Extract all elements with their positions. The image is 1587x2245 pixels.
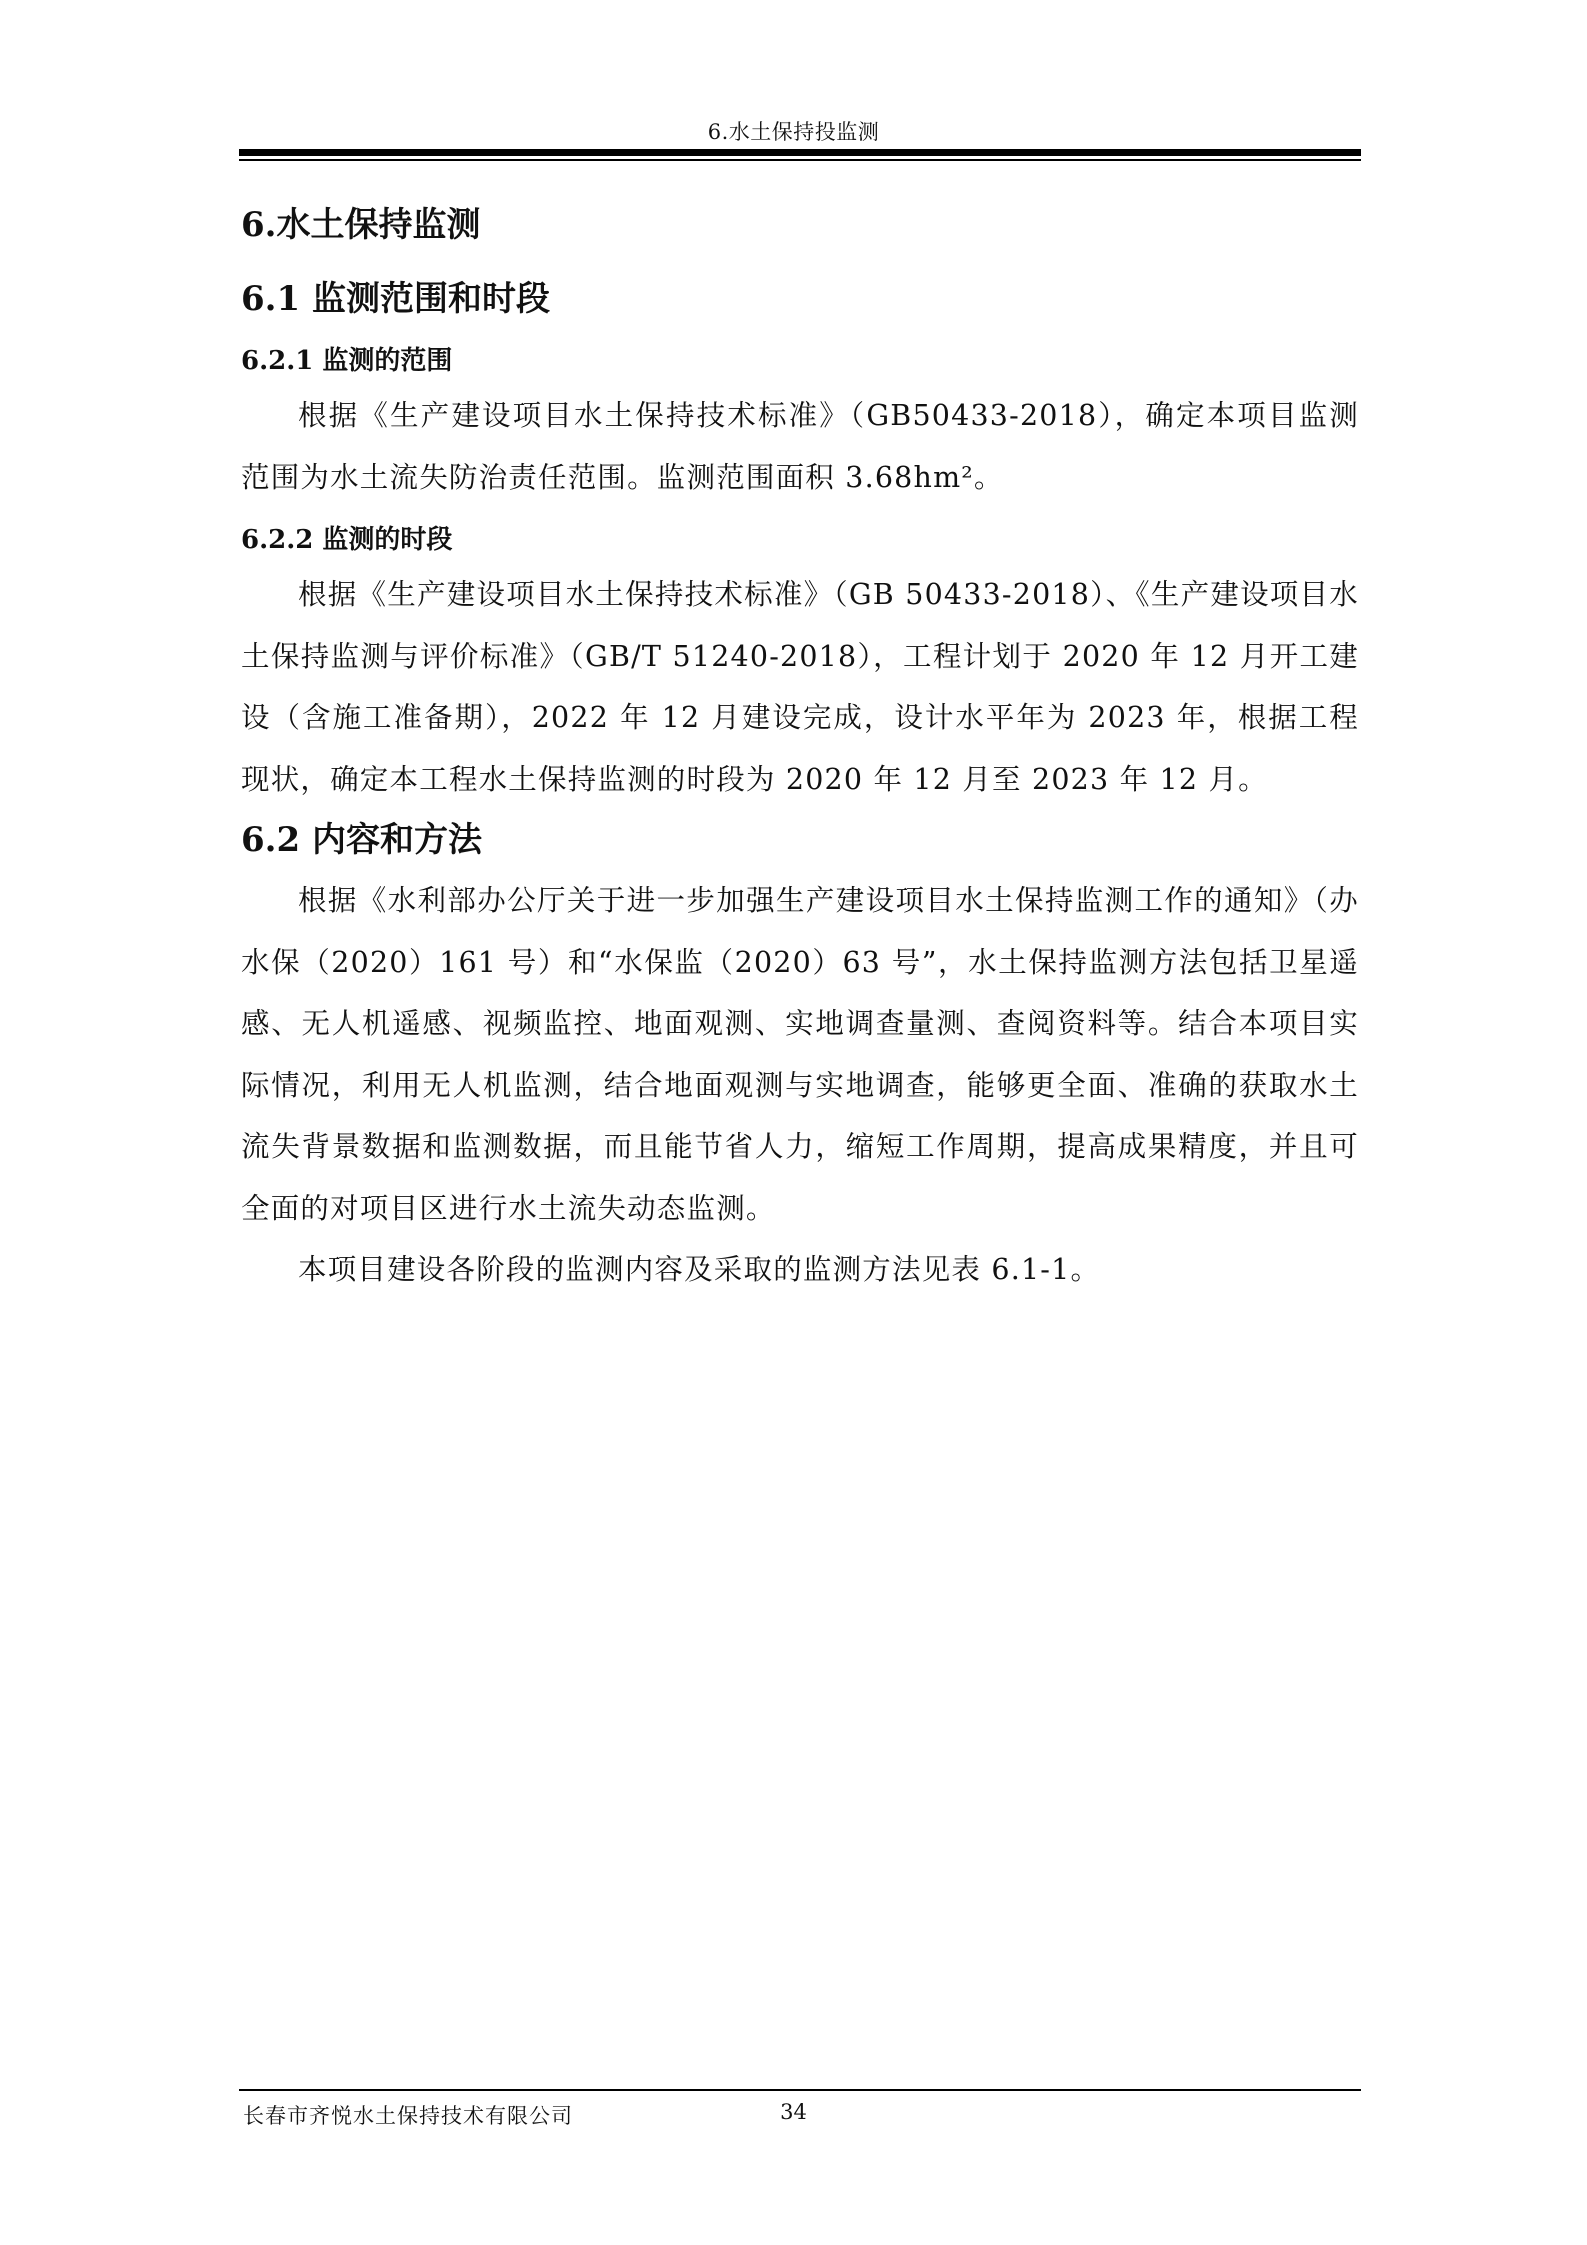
section-title-6-1: 6.1 监测范围和时段: [241, 279, 550, 319]
paragraph-methods: 根据《水利部办公厅关于进一步加强生产建设项目水土保持监测工作的通知》（办水保（2020）161 号）和“水保监（2020）63 号”，水土保持监测方法包括卫星遥感、无人机遥感、视频监控、地面观测、实地调查量测、查阅资料等。结合本项目实际情况，利用无人机监测，结合地面观测与实地调查，能够更全面、准确的获取水土流失背景数据和监测数据，而且能节省人力，缩短工作周期，提高成果精度，并且可全面的对项目区进行水土流失动态监测。: [241, 884, 1359, 1225]
header-rule: [239, 149, 1361, 156]
subsection-title-6-2-1: 6.2.1 监测的范围: [241, 346, 453, 376]
chapter-title: 6.水土保持监测: [241, 205, 481, 245]
subsection-title-6-2-2: 6.2.2 监测的时段: [241, 525, 453, 555]
page-body: [241, 184, 1359, 1301]
paragraph-table-reference: 本项目建设各阶段的监测内容及采取的监测方法见表 6.1-1。: [298, 1253, 1101, 1286]
page-number: 34: [780, 2100, 807, 2124]
footer-rule: [239, 2089, 1361, 2091]
section-title-6-2: 6.2 内容和方法: [241, 820, 482, 860]
paragraph-monitoring-scope: 根据《生产建设项目水土保持技术标准》（GB50433-2018），确定本项目监测范围为水土流失防治责任范围。监测范围面积 3.68hm²。: [241, 399, 1359, 494]
header-rule-thin: [239, 159, 1361, 161]
running-header: 6.水土保持投监测: [707, 120, 880, 144]
footer-company-name: 长春市齐悦水土保持技术有限公司: [243, 2104, 573, 2128]
paragraph-monitoring-period: 根据《生产建设项目水土保持技术标准》（GB 50433-2018）、《生产建设项目水土保持监测与评价标准》（GB/T 51240-2018），工程计划于 2020 年 12 月开工建设（含施工准备期），2022 年 12 月建设完成，设计水平年为 2023 年，根据工程现状，确定本工程水土保持监测的时段为 2020 年 12 月至 2023 年 12 月。: [241, 578, 1359, 796]
